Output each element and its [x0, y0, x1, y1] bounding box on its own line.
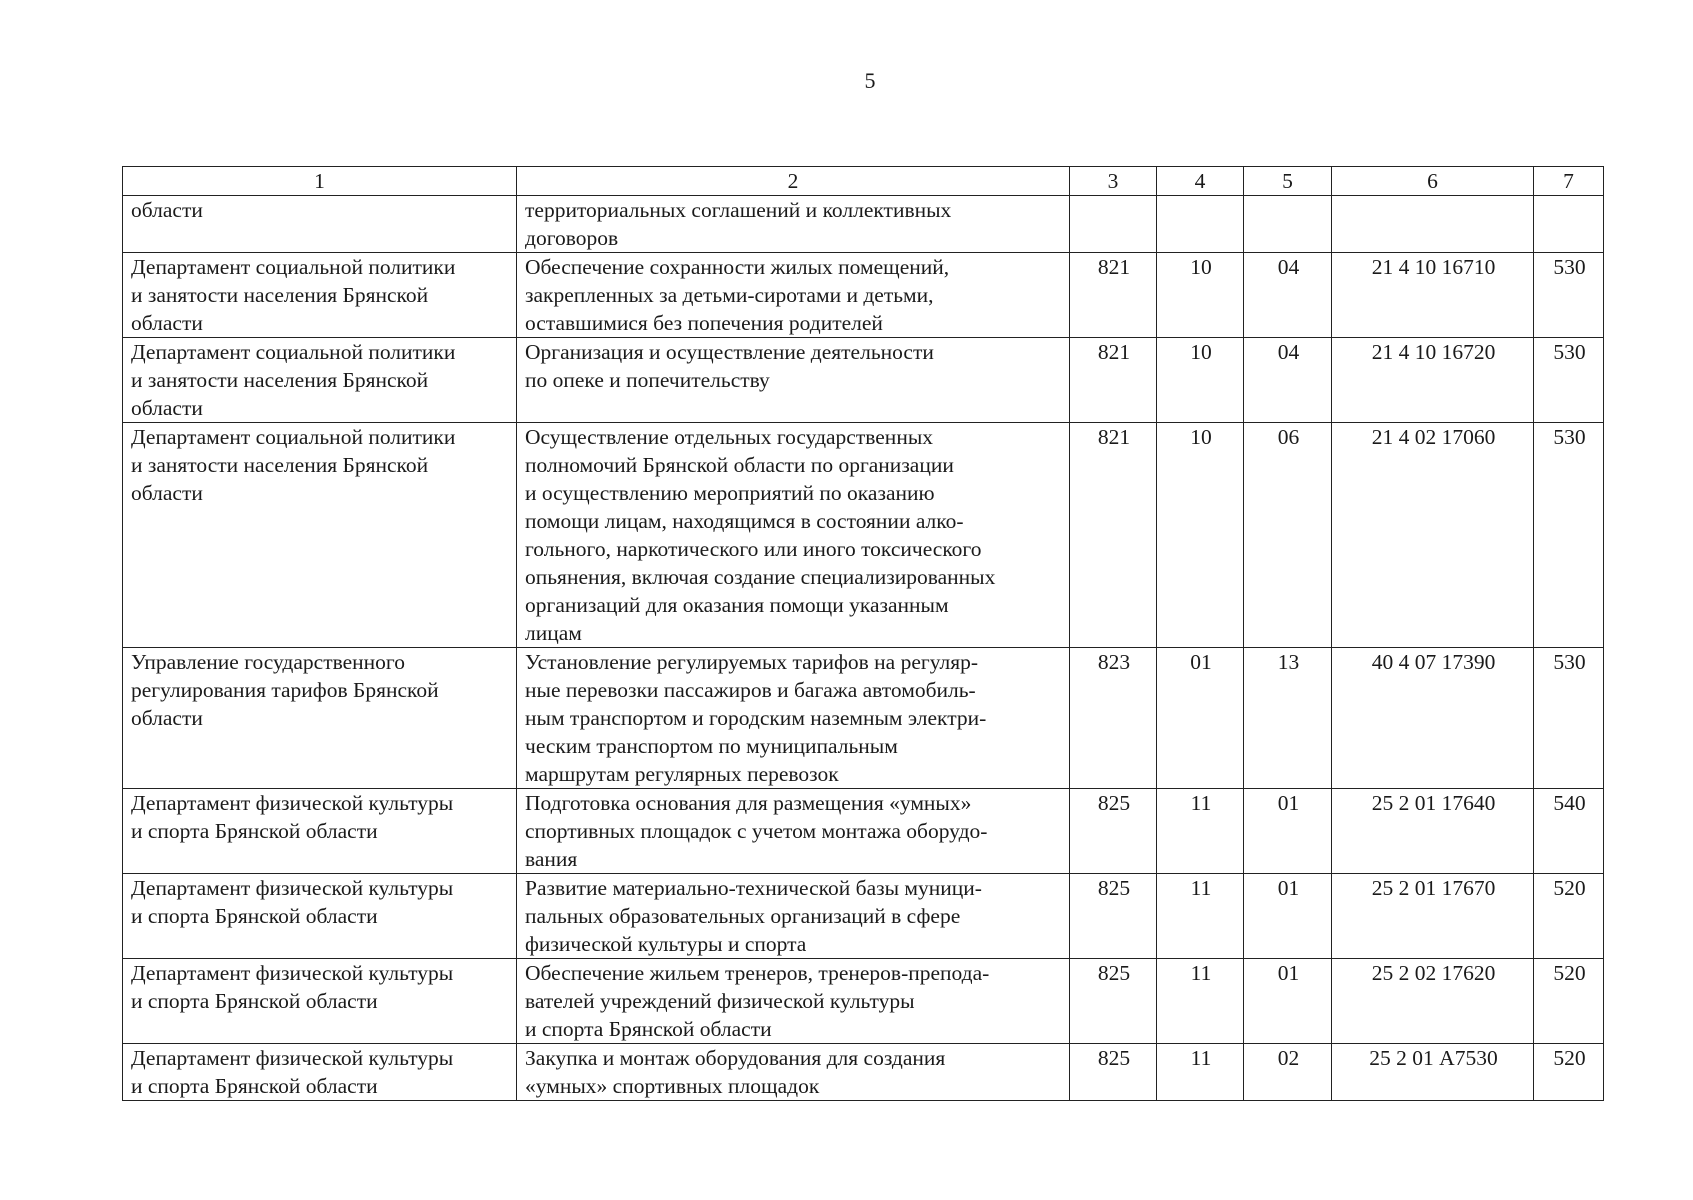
- administrator-text-line: Департамент социальной политики: [131, 425, 456, 449]
- cell-administrator: [123, 959, 517, 1044]
- cell-target-article: 25 2 01 А7530: [1332, 1044, 1534, 1101]
- cell-administrator: [123, 874, 517, 959]
- cell-subsection-code: [1244, 196, 1332, 253]
- purpose-text-line: маршрутам регулярных перевозок: [525, 762, 839, 786]
- cell-target-article: 21 4 02 17060: [1332, 423, 1534, 648]
- purpose-text-line: ным транспортом и городским наземным электри-: [525, 706, 987, 730]
- purpose-text-line: и спорта Брянской области: [525, 1017, 772, 1041]
- cell-expense-type: 520: [1534, 1044, 1604, 1101]
- cell-expense-type: 530: [1534, 338, 1604, 423]
- cell-subsection-code: 01: [1244, 789, 1332, 874]
- administrator-text-line: и спорта Брянской области: [131, 904, 378, 928]
- administrator-text-line: Департамент физической культуры: [131, 1046, 454, 1070]
- purpose-text-line: Подготовка основания для размещения «умных»: [525, 791, 972, 815]
- cell-subsection-code: 01: [1244, 959, 1332, 1044]
- cell-target-article: 25 2 02 17620: [1332, 959, 1534, 1044]
- header-col-5: 5: [1244, 167, 1332, 196]
- purpose-text-line: Обеспечение жильем тренеров, тренеров-препода-: [525, 961, 990, 985]
- header-col-2: 2: [517, 167, 1070, 196]
- administrator-text-line: и спорта Брянской области: [131, 1074, 378, 1098]
- administrator-text-line: и занятости населения Брянской: [131, 453, 429, 477]
- page-number: 5: [864, 68, 876, 93]
- purpose-text-line: организаций для оказания помощи указанным: [525, 593, 949, 617]
- administrator-text-line: регулирования тарифов Брянской: [131, 678, 439, 702]
- cell-ministry-code: 823: [1070, 648, 1157, 789]
- cell-administrator: [123, 789, 517, 874]
- table-row: [123, 253, 1604, 338]
- cell-purpose: [517, 648, 1070, 789]
- cell-target-article: 21 4 10 16710: [1332, 253, 1534, 338]
- cell-section-code: 10: [1157, 423, 1244, 648]
- header-col-3: 3: [1070, 167, 1157, 196]
- purpose-text-line: «умных» спортивных площадок: [525, 1074, 820, 1098]
- purpose-text-line: вания: [525, 847, 578, 871]
- cell-expense-type: 540: [1534, 789, 1604, 874]
- administrator-text-line: области: [131, 396, 203, 420]
- table-row: [123, 196, 1604, 253]
- administrator-text-line: области: [131, 311, 203, 335]
- administrator-text-line: области: [131, 481, 203, 505]
- cell-subsection-code: 04: [1244, 253, 1332, 338]
- administrator-text-line: Департамент физической культуры: [131, 876, 454, 900]
- cell-subsection-code: 02: [1244, 1044, 1332, 1101]
- cell-expense-type: [1534, 196, 1604, 253]
- purpose-text-line: Осуществление отдельных государственных: [525, 425, 934, 449]
- cell-subsection-code: 04: [1244, 338, 1332, 423]
- table-row: [123, 338, 1604, 423]
- cell-expense-type: 530: [1534, 423, 1604, 648]
- cell-ministry-code: 821: [1070, 338, 1157, 423]
- table-row: [123, 1044, 1604, 1101]
- table-row: [123, 648, 1604, 789]
- purpose-text-line: гольного, наркотического или иного токсического: [525, 537, 982, 561]
- cell-purpose: [517, 959, 1070, 1044]
- administrator-text-line: и спорта Брянской области: [131, 819, 378, 843]
- purpose-text-line: территориальных соглашений и коллективных: [525, 198, 952, 222]
- administrator-text-line: и занятости населения Брянской: [131, 283, 429, 307]
- table-row: [123, 789, 1604, 874]
- cell-section-code: 11: [1157, 959, 1244, 1044]
- cell-ministry-code: 825: [1070, 789, 1157, 874]
- cell-subsection-code: 01: [1244, 874, 1332, 959]
- purpose-text-line: лицам: [525, 621, 582, 645]
- purpose-text-line: пальных образовательных организаций в сфере: [525, 904, 961, 928]
- cell-section-code: 11: [1157, 874, 1244, 959]
- cell-ministry-code: 821: [1070, 423, 1157, 648]
- cell-target-article: 25 2 01 17640: [1332, 789, 1534, 874]
- purpose-text-line: Организация и осуществление деятельности: [525, 340, 934, 364]
- purpose-text-line: Установление регулируемых тарифов на регуляр-: [525, 650, 979, 674]
- purpose-text-line: ческим транспортом по муниципальным: [525, 734, 898, 758]
- purpose-text-line: помощи лицам, находящимся в состоянии алко-: [525, 509, 964, 533]
- cell-section-code: 10: [1157, 253, 1244, 338]
- purpose-text-line: закрепленных за детьми-сиротами и детьми,: [525, 283, 934, 307]
- cell-expense-type: 530: [1534, 648, 1604, 789]
- cell-expense-type: 520: [1534, 959, 1604, 1044]
- cell-target-article: 21 4 10 16720: [1332, 338, 1534, 423]
- cell-administrator: [123, 253, 517, 338]
- cell-section-code: 01: [1157, 648, 1244, 789]
- cell-administrator: [123, 196, 517, 253]
- cell-administrator: [123, 338, 517, 423]
- cell-administrator: [123, 423, 517, 648]
- cell-administrator: [123, 1044, 517, 1101]
- administrator-text-line: Департамент социальной политики: [131, 255, 456, 279]
- cell-section-code: [1157, 196, 1244, 253]
- purpose-text-line: физической культуры и спорта: [525, 932, 807, 956]
- administrator-text-line: и спорта Брянской области: [131, 989, 378, 1013]
- purpose-text-line: Закупка и монтаж оборудования для создания: [525, 1046, 946, 1070]
- cell-ministry-code: 821: [1070, 253, 1157, 338]
- purpose-text-line: спортивных площадок с учетом монтажа оборудо-: [525, 819, 988, 843]
- table-row: [123, 959, 1604, 1044]
- cell-expense-type: 520: [1534, 874, 1604, 959]
- cell-target-article: 40 4 07 17390: [1332, 648, 1534, 789]
- purpose-text-line: оставшимися без попечения родителей: [525, 311, 883, 335]
- cell-section-code: 11: [1157, 1044, 1244, 1101]
- purpose-text-line: Развитие материально-технической базы муници-: [525, 876, 982, 900]
- cell-purpose: [517, 253, 1070, 338]
- table-row: [123, 874, 1604, 959]
- administrator-text-line: области: [131, 198, 203, 222]
- table-row: [123, 423, 1604, 648]
- cell-subsection-code: 13: [1244, 648, 1332, 789]
- header-col-7: 7: [1534, 167, 1604, 196]
- cell-section-code: 11: [1157, 789, 1244, 874]
- cell-target-article: 25 2 01 17670: [1332, 874, 1534, 959]
- administrator-text-line: и занятости населения Брянской: [131, 368, 429, 392]
- header-col-4: 4: [1157, 167, 1244, 196]
- administrator-text-line: Департамент социальной политики: [131, 340, 456, 364]
- cell-ministry-code: [1070, 196, 1157, 253]
- purpose-text-line: опьянения, включая создание специализированных: [525, 565, 996, 589]
- purpose-text-line: Обеспечение сохранности жилых помещений,: [525, 255, 950, 279]
- purpose-text-line: по опеке и попечительству: [525, 368, 770, 392]
- cell-purpose: [517, 1044, 1070, 1101]
- administrator-text-line: Департамент физической культуры: [131, 961, 454, 985]
- purpose-text-line: и осуществлению мероприятий по оказанию: [525, 481, 935, 505]
- administrator-text-line: области: [131, 706, 203, 730]
- header-row: [123, 167, 1604, 196]
- cell-expense-type: 530: [1534, 253, 1604, 338]
- administrator-text-line: Департамент физической культуры: [131, 791, 454, 815]
- administrator-text-line: Управление государственного: [131, 650, 405, 674]
- cell-purpose: [517, 789, 1070, 874]
- purpose-text-line: ные перевозки пассажиров и багажа автомобиль-: [525, 678, 976, 702]
- cell-section-code: 10: [1157, 338, 1244, 423]
- purpose-text-line: договоров: [525, 226, 619, 250]
- cell-purpose: [517, 874, 1070, 959]
- cell-administrator: [123, 648, 517, 789]
- cell-target-article: [1332, 196, 1534, 253]
- budget-table: [122, 166, 1604, 1101]
- cell-ministry-code: 825: [1070, 874, 1157, 959]
- cell-purpose: [517, 423, 1070, 648]
- cell-purpose: [517, 338, 1070, 423]
- cell-subsection-code: 06: [1244, 423, 1332, 648]
- header-col-1: 1: [123, 167, 517, 196]
- purpose-text-line: вателей учреждений физической культуры: [525, 989, 915, 1013]
- header-col-6: 6: [1332, 167, 1534, 196]
- cell-ministry-code: 825: [1070, 959, 1157, 1044]
- purpose-text-line: полномочий Брянской области по организации: [525, 453, 954, 477]
- cell-ministry-code: 825: [1070, 1044, 1157, 1101]
- cell-purpose: [517, 196, 1070, 253]
